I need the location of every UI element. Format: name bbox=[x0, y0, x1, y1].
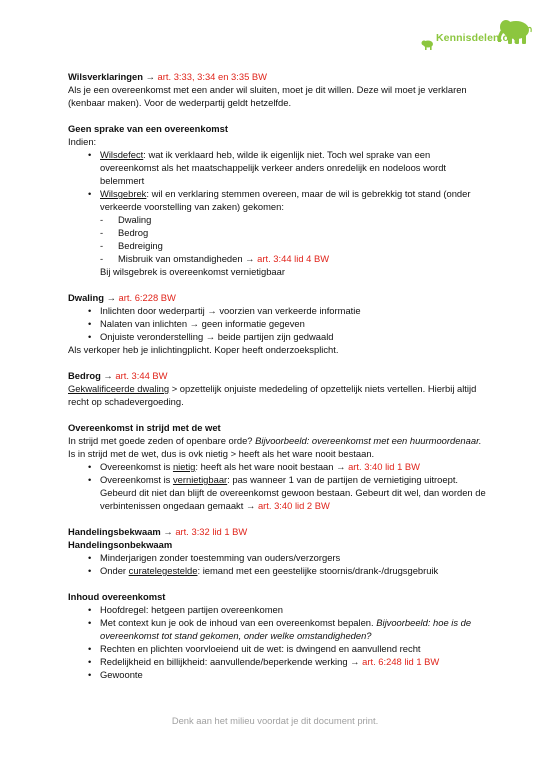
section-heading: Handelingsbekwaam bbox=[68, 526, 161, 537]
list-item bbox=[100, 252, 488, 265]
site-logo bbox=[418, 16, 538, 54]
item-text: : wat ik verklaard heb, wilde ik eigenlijk niet. Toch wel sprake van een overeenkomst als het maatschappelijk verkeer anders onredelijk en nodeloos wordt belemmert bbox=[100, 149, 447, 186]
paragraph: Als je een overeenkomst met een ander wil sluiten, moet je dit willen. Deze wil moet je verklaren (kenbaar maken). Voor de wederpartij geldt hetzelfde. bbox=[68, 84, 467, 108]
term: Gekwalificeerde dwaling bbox=[68, 383, 170, 394]
section-dwaling bbox=[68, 291, 488, 356]
list-item bbox=[68, 187, 488, 278]
item-text: Inlichten door wederpartij bbox=[100, 305, 205, 316]
arrow-right-icon: → bbox=[163, 526, 173, 537]
arrow-right-icon: → bbox=[106, 292, 116, 303]
item-text: Met context kun je ook de inhoud van een overeenkomst bepalen. bbox=[100, 617, 377, 628]
arrow-right-icon: → bbox=[205, 331, 216, 342]
law-reference: art. 3:44 lid 4 BW bbox=[257, 253, 330, 264]
list-item: • Gewoonte bbox=[68, 668, 488, 681]
arrow-right-icon: → bbox=[103, 370, 113, 381]
item-text: Misbruik van omstandigheden bbox=[118, 253, 243, 264]
note: Bij wilsgebrek is overeenkomst vernietigbaar bbox=[100, 266, 285, 277]
section-inhoud bbox=[68, 590, 488, 681]
arrow-right-icon: → bbox=[207, 305, 217, 316]
list-item: • Hoofdregel: hetgeen partijen overeenkomen bbox=[68, 603, 488, 616]
document-body bbox=[68, 70, 488, 694]
item-text: : iemand met een geestelijke stoornis/drank-/drugsgebruik bbox=[197, 565, 439, 576]
item-text: Overeenkomst is bbox=[100, 474, 173, 485]
term: Wilsdefect bbox=[100, 149, 144, 160]
dash-list bbox=[100, 213, 488, 265]
item-text: Is in strijd met de wet, dus is ovk nietig > heeft als het ware nooit bestaan. bbox=[68, 448, 375, 459]
bullet-list bbox=[68, 304, 488, 343]
list-item: • Minderjarigen zonder toestemming van ouders/verzorgers bbox=[68, 551, 488, 564]
law-reference: art. 3:33, 3:34 en 3:35 BW bbox=[157, 71, 267, 82]
example-text: Bijvoorbeeld: overeenkomst met een huurmoordenaar. bbox=[255, 435, 482, 446]
paragraph bbox=[68, 382, 488, 408]
law-reference: art. 6:228 BW bbox=[118, 292, 176, 303]
subheading: Handelingsonbekwaam bbox=[68, 539, 173, 550]
section-heading: Geen sprake van een overeenkomst bbox=[68, 123, 228, 134]
bullet-list bbox=[68, 603, 488, 681]
paragraph: Als verkoper heb je inlichtingplicht. Koper heeft onderzoeksplicht. bbox=[68, 344, 339, 355]
section-handelingsbekwaam bbox=[68, 525, 488, 577]
item-text: beide partijen zijn gedwaald bbox=[217, 331, 334, 342]
law-reference: art. 3:40 lid 1 BW bbox=[348, 461, 420, 472]
bullet-list bbox=[68, 551, 488, 577]
term: Wilsgebrek bbox=[100, 188, 147, 199]
item-text: : heeft als het ware nooit bestaan bbox=[195, 461, 334, 472]
item-text: voorzien van verkeerde informatie bbox=[219, 305, 361, 316]
paragraph bbox=[68, 434, 488, 460]
list-item bbox=[68, 564, 488, 577]
paragraph: Indien: bbox=[68, 136, 97, 147]
list-item bbox=[68, 148, 488, 187]
list-item bbox=[68, 473, 488, 512]
item-text: : pas wanneer 1 van de partijen de vernietiging uitroept. Gebeurd dit niet dan blijft de overeenkomst gewoon bestaan. Gebeurt dit wel, dan worden de verbintenissen ongedaan gemaakt bbox=[100, 474, 486, 511]
section-bedrog bbox=[68, 369, 488, 408]
section-heading: Inhoud overeenkomst bbox=[68, 591, 166, 602]
term: curatelegestelde bbox=[128, 565, 198, 576]
law-reference: art. 3:32 lid 1 BW bbox=[175, 526, 248, 537]
list-item: - Dwaling bbox=[100, 213, 488, 226]
law-reference: art. 3:40 lid 2 BW bbox=[257, 500, 330, 511]
item-text: geen informatie gegeven bbox=[201, 318, 305, 329]
law-reference: art. 6:248 lid 1 BW bbox=[362, 656, 440, 667]
section-heading: Bedrog bbox=[68, 370, 101, 381]
section-geen-overeenkomst bbox=[68, 122, 488, 278]
list-item bbox=[68, 616, 488, 642]
list-item bbox=[68, 460, 488, 473]
list-item bbox=[68, 330, 488, 343]
list-item bbox=[68, 304, 488, 317]
list-item: • Rechten en plichten voorvloeiend uit de wet: is dwingend en aanvullend recht bbox=[68, 642, 488, 655]
bullet-list bbox=[68, 460, 488, 512]
section-heading: Wilsverklaringen bbox=[68, 71, 143, 82]
arrow-right-icon: → bbox=[145, 71, 155, 82]
arrow-right-icon: → bbox=[245, 253, 255, 264]
example-text: Bijvoorbeeld: hoe is de overeenkomst tot stand gekomen, onder welke omstandigheden? bbox=[100, 617, 472, 641]
term: nietig bbox=[172, 461, 196, 472]
page-footer: Denk aan het milieu voordat je dit document print. bbox=[171, 715, 379, 726]
item-text: In strijd met goede zeden of openbare orde? bbox=[68, 435, 256, 446]
arrow-right-icon: → bbox=[336, 461, 346, 472]
item-text: Overeenkomst is bbox=[100, 461, 173, 472]
list-item bbox=[68, 655, 488, 668]
list-item: - Bedrog bbox=[100, 226, 488, 239]
item-text: Onjuiste veronderstelling bbox=[100, 331, 204, 342]
section-heading: Dwaling bbox=[68, 292, 104, 303]
section-wilsverklaringen bbox=[68, 70, 488, 109]
list-item bbox=[68, 317, 488, 330]
term: vernietigbaar bbox=[172, 474, 228, 485]
item-text: : wil en verklaring stemmen overeen, maar de wil is gebrekkig tot stand (onder verkeerde voorstelling van zaken) gekomen: bbox=[100, 188, 471, 212]
logo-text: Kennisdelen.org bbox=[436, 32, 520, 44]
item-text: Onder bbox=[100, 565, 129, 576]
arrow-right-icon: → bbox=[189, 318, 200, 329]
bullet-list bbox=[68, 148, 488, 278]
law-reference: art. 3:44 BW bbox=[115, 370, 168, 381]
item-text: Redelijkheid en billijkheid: aanvullende/beperkende werking bbox=[100, 656, 348, 667]
section-heading: Overeenkomst in strijd met de wet bbox=[68, 422, 221, 433]
arrow-right-icon: → bbox=[350, 656, 360, 667]
arrow-right-icon: → bbox=[245, 500, 256, 511]
list-item: - Bedreiging bbox=[100, 239, 488, 252]
item-text: > opzettelijk onjuiste mededeling of opzettelijk niets vertellen. Hierbij altijd recht op schadevergoeding. bbox=[68, 383, 477, 407]
item-text: Nalaten van inlichten bbox=[100, 318, 188, 329]
section-strijd-wet bbox=[68, 421, 488, 512]
